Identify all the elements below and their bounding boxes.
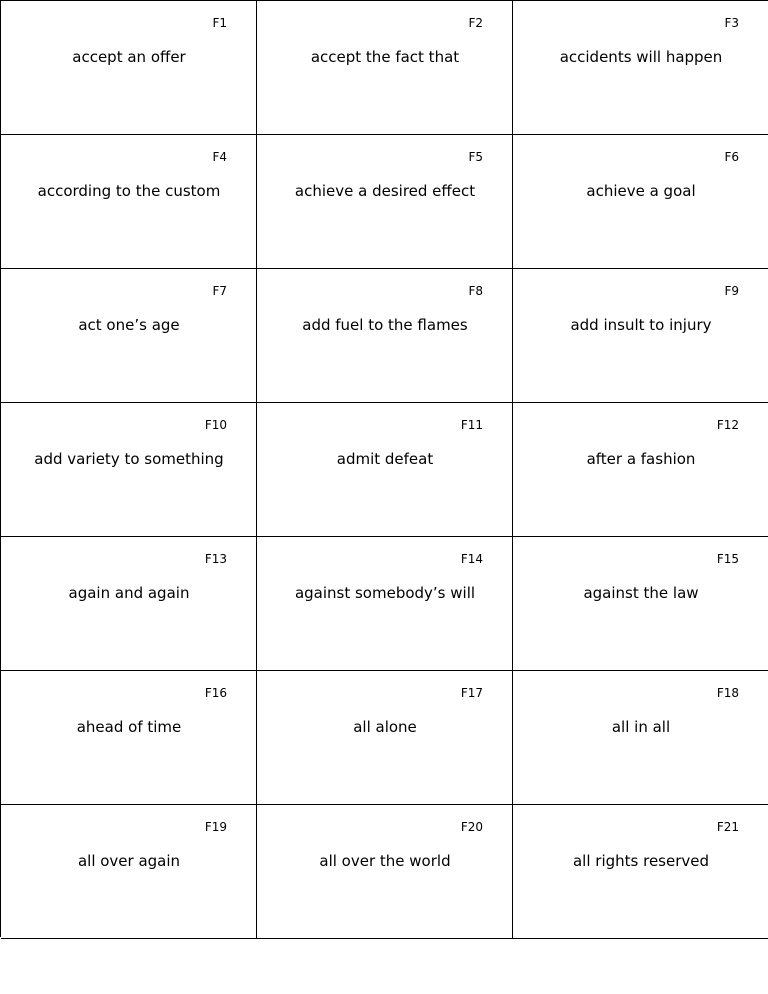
card-code: F10 xyxy=(204,418,227,432)
card-code: F9 xyxy=(724,284,739,298)
flashcard xyxy=(257,805,513,939)
card-code: F13 xyxy=(204,552,227,566)
card-code: F3 xyxy=(724,16,739,30)
card-code: F15 xyxy=(716,552,739,566)
card-code: F5 xyxy=(468,150,483,164)
card-phrase: all in all xyxy=(611,718,671,736)
card-phrase: add fuel to the flames xyxy=(302,316,468,334)
card-phrase: admit defeat xyxy=(336,450,434,468)
card-phrase: achieve a goal xyxy=(586,182,696,200)
card-code: F17 xyxy=(460,686,483,700)
card-code: F1 xyxy=(212,16,227,30)
card-phrase: add variety to something xyxy=(34,450,224,468)
card-phrase: accidents will happen xyxy=(559,48,723,66)
flashcard xyxy=(513,537,768,671)
card-code: F21 xyxy=(716,820,739,834)
card-phrase: against somebody’s will xyxy=(294,584,476,602)
flashcard xyxy=(1,1,257,135)
card-code: F6 xyxy=(724,150,739,164)
card-code: F7 xyxy=(212,284,227,298)
flashcard xyxy=(1,537,257,671)
card-code: F8 xyxy=(468,284,483,298)
card-phrase: ahead of time xyxy=(76,718,182,736)
card-code: F11 xyxy=(460,418,483,432)
card-code: F19 xyxy=(204,820,227,834)
flashcard xyxy=(1,805,257,939)
card-phrase: again and again xyxy=(68,584,190,602)
flashcard xyxy=(257,1,513,135)
card-code: F12 xyxy=(716,418,739,432)
card-code: F4 xyxy=(212,150,227,164)
card-phrase: according to the custom xyxy=(37,182,221,200)
flashcard xyxy=(513,671,768,805)
flashcard xyxy=(257,537,513,671)
flashcard xyxy=(257,135,513,269)
card-phrase: accept the fact that xyxy=(310,48,460,66)
card-code: F14 xyxy=(460,552,483,566)
flashcard xyxy=(1,671,257,805)
flashcard xyxy=(513,805,768,939)
flashcard xyxy=(1,403,257,537)
card-code: F20 xyxy=(460,820,483,834)
flashcard xyxy=(513,403,768,537)
card-phrase: add insult to injury xyxy=(570,316,712,334)
card-code: F16 xyxy=(204,686,227,700)
flashcard xyxy=(1,135,257,269)
flashcard xyxy=(1,269,257,403)
card-phrase: all rights reserved xyxy=(572,852,710,870)
flashcard xyxy=(513,269,768,403)
card-phrase: all over again xyxy=(77,852,181,870)
flashcard xyxy=(257,671,513,805)
card-phrase: after a fashion xyxy=(586,450,696,468)
card-phrase: act one’s age xyxy=(78,316,180,334)
flashcard xyxy=(257,403,513,537)
card-code: F18 xyxy=(716,686,739,700)
card-phrase: achieve a desired effect xyxy=(294,182,476,200)
card-phrase: all over the world xyxy=(319,852,451,870)
flashcard xyxy=(513,135,768,269)
card-phrase: against the law xyxy=(583,584,699,602)
flashcard xyxy=(513,1,768,135)
card-phrase: accept an offer xyxy=(72,48,186,66)
flashcard xyxy=(257,269,513,403)
card-phrase: all alone xyxy=(353,718,417,736)
card-code: F2 xyxy=(468,16,483,30)
